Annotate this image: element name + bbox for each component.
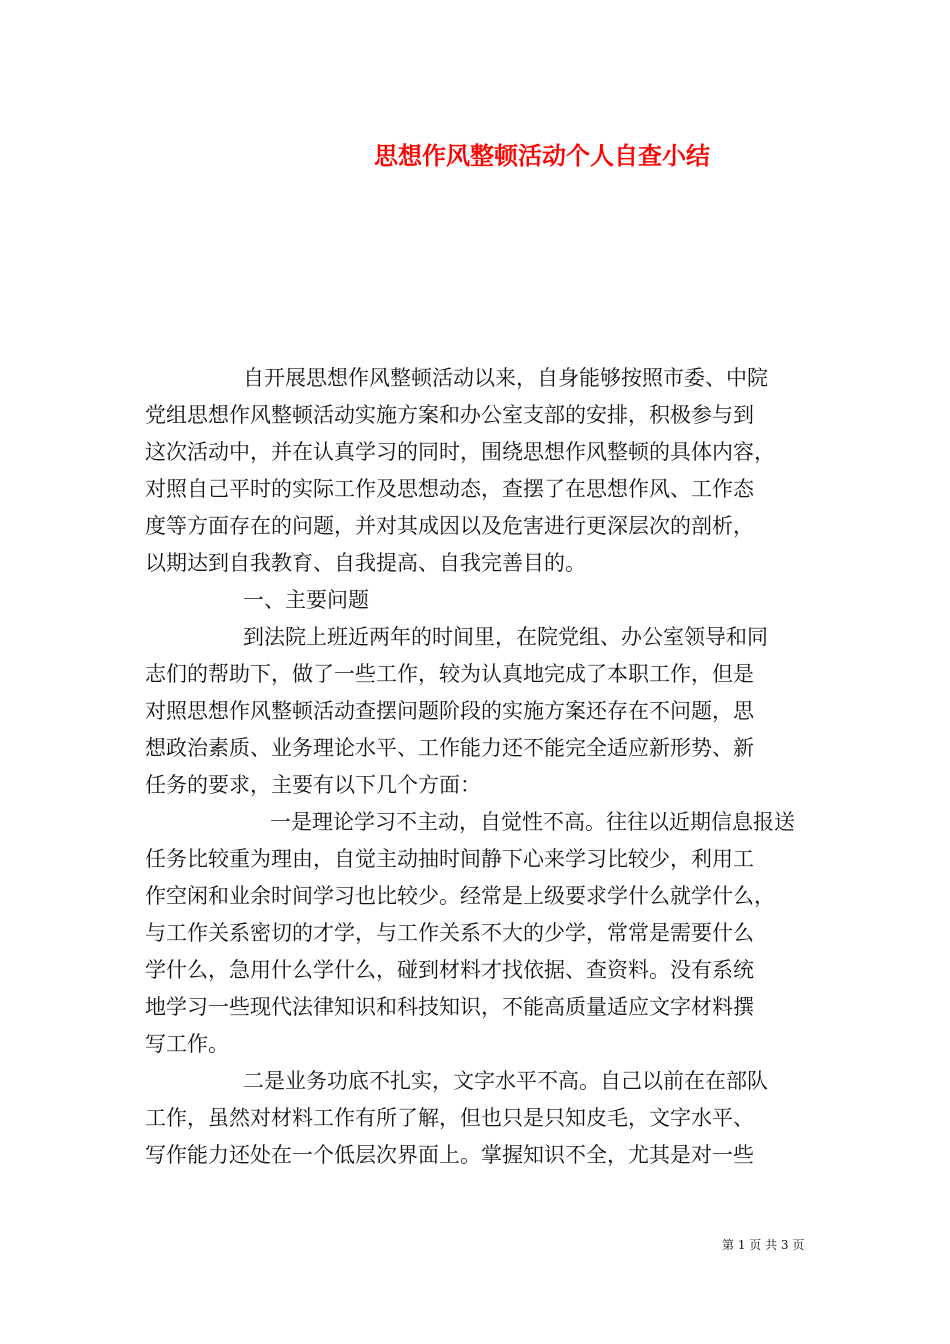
- body-line: 以期达到自我教育、自我提高、自我完善目的。: [145, 551, 586, 575]
- body-line: 任务的要求，主要有以下几个方面：: [145, 773, 481, 797]
- body-line: 学什么，急用什么学什么，碰到材料才找依据、查资料。没有系统: [145, 958, 754, 982]
- body-line: 到法院上班近两年的时间里，在院党组、办公室领导和同: [243, 625, 768, 649]
- section-heading: 一、主要问题: [243, 588, 369, 612]
- body-line: 与工作关系密切的才学，与工作关系不大的少学，常常是需要什么: [145, 921, 754, 945]
- body-line: 这次活动中，并在认真学习的同时，围绕思想作风整顿的具体内容，: [145, 440, 775, 464]
- body-line: 一是理论学习不主动，自觉性不高。往往以近期信息报送: [270, 810, 795, 834]
- body-line: 任务比较重为理由，自觉主动抽时间静下心来学习比较少，利用工: [145, 847, 754, 871]
- body-line: 作空闲和业余时间学习也比较少。经常是上级要求学什么就学什么，: [145, 884, 775, 908]
- page-number: 第 1 页 共 3 页: [722, 1238, 805, 1252]
- body-line: 自开展思想作风整顿活动以来，自身能够按照市委、中院: [243, 366, 768, 390]
- body-line: 志们的帮助下，做了一些工作，较为认真地完成了本职工作，但是: [145, 662, 754, 686]
- body-line: 对照思想作风整顿活动查摆问题阶段的实施方案还存在不问题，思: [145, 699, 754, 723]
- body-line: 党组思想作风整顿活动实施方案和办公室支部的安排，积极参与到: [145, 403, 754, 427]
- body-line: 二是业务功底不扎实，文字水平不高。自己以前在在部队: [243, 1069, 768, 1093]
- body-line: 写工作。: [145, 1032, 229, 1056]
- body-line: 地学习一些现代法律知识和科技知识，不能高质量适应文字材料撰: [145, 995, 754, 1019]
- body-line: 度等方面存在的问题，并对其成因以及危害进行更深层次的剖析，: [145, 514, 754, 538]
- document-title: 思想作风整顿活动个人自查小结: [374, 141, 710, 170]
- body-line: 工作，虽然对材料工作有所了解，但也只是只知皮毛，文字水平、: [145, 1106, 754, 1130]
- body-line: 写作能力还处在一个低层次界面上。掌握知识不全，尤其是对一些: [145, 1143, 754, 1167]
- body-line: 想政治素质、业务理论水平、工作能力还不能完全适应新形势、新: [145, 736, 754, 760]
- body-line: 对照自己平时的实际工作及思想动态，查摆了在思想作风、工作态: [145, 477, 754, 501]
